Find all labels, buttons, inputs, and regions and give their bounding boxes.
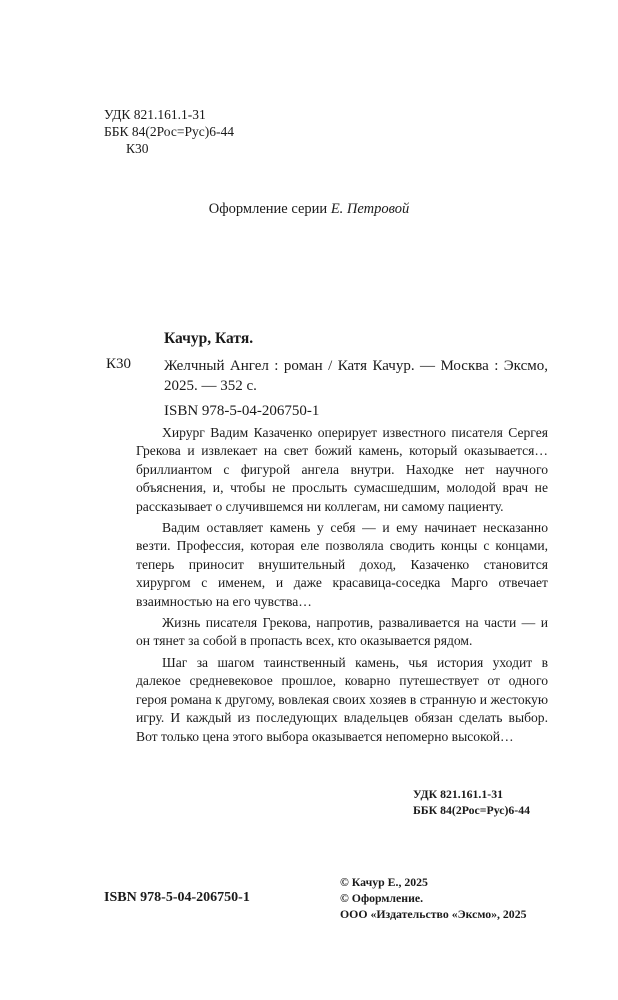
series-design-label: Оформление серии — [208, 201, 328, 217]
isbn-bottom: ISBN 978-5-04-206750-1 — [104, 890, 250, 905]
copyright-author: © Качур Е., 2025 — [340, 875, 428, 889]
annotation-paragraph: Хирург Вадим Казаченко оперирует известного писателя Сергея Грекова и извлекает на свет божий камень, который оказывается… бриллиантом с фигурой ангела внутри. Находке нет научного объяснения, и, чтобы не прослыть сумасшедшим, молодой врач не рассказывает о случившемся ни коллегам, ни самому пациенту. — [136, 425, 548, 514]
udk-code-bottom: УДК 821.161.1-31 — [413, 787, 503, 801]
isbn-main: ISBN 978-5-04-206750-1 — [164, 403, 320, 419]
series-design-credit — [0, 201, 618, 218]
classification-block-bottom — [413, 786, 530, 818]
annotation-paragraph: Шаг за шагом таинственный камень, чья история уходит в далекое средневековое прошлое, коварно путешествует от одного героя романа к другому, вовлекая своих хозяев в странную и жестокую игру. И каждый из последующих владельцев обязан сделать выбор. Вот только цена этого выбора оказывается непомерно высокой… — [136, 654, 548, 744]
bbk-code-bottom: ББК 84(2Рос=Рус)6-44 — [413, 803, 531, 817]
author-heading: Качур, Катя. — [164, 330, 254, 347]
classification-block-top — [104, 106, 234, 157]
annotation-paragraph: Жизнь писателя Грекова, напротив, разваливается на части — и он тянет за собой в пропасть всех, кто оказывается рядом. — [136, 615, 548, 649]
bbk-code: ББК 84(2Рос=Рус)6-44 — [104, 124, 234, 139]
copyright-design: © Оформление. — [340, 891, 424, 905]
bibliographic-description: Желчный Ангел : роман / Катя Качур. — Москва : Эксмо, 2025. — 352 с. — [164, 358, 548, 394]
annotation-paragraph: Вадим оставляет камень у себя — и ему начинает несказанно везти. Профессия, которая еле позволяла сводить концы с концами, теперь приносит внушительный доход, Казаченко становится хирургом с именем, и даже красавица-соседка Марго отвечает взаимностью на его чувства… — [136, 520, 548, 609]
copyright-publisher: ООО «Издательство «Эксмо», 2025 — [340, 907, 527, 921]
record-author-mark: К30 — [106, 356, 132, 372]
udk-code: УДК 821.161.1-31 — [104, 107, 206, 122]
series-designer-name: Е. Петровой — [330, 201, 410, 217]
annotation — [136, 424, 548, 746]
author-mark: К30 — [126, 141, 149, 156]
copyright-block — [340, 874, 527, 922]
